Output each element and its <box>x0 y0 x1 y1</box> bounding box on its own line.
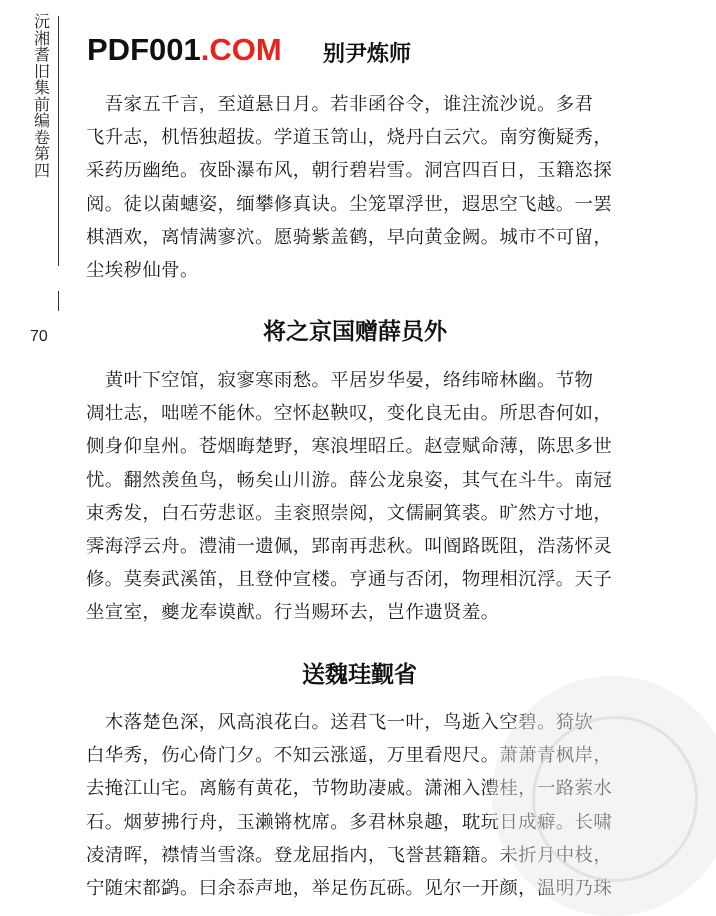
poem-line: 束秀发，白石劳悲讴。圭衮照崇阅，文儒嗣箕裘。旷然方寸地， <box>86 502 613 524</box>
poem-line: 尘埃秽仙骨。 <box>86 259 199 281</box>
poem-line: 吾家五千言，至道悬日月。若非函谷令，谁注流沙说。多君 <box>86 94 594 115</box>
poem-line: 忧。翻然羡鱼鸟，畅矣山川游。薛公龙泉姿，其气在斗牛。南冠 <box>86 469 613 491</box>
poem-line: 坐宣室，夔龙奉谟猷。行当赐环去，岂作遗贤羞。 <box>86 602 500 624</box>
pdf-watermark <box>87 32 282 68</box>
book-title-char: 编 <box>33 111 50 130</box>
watermark-domain: .COM <box>200 32 282 67</box>
poem-line: 凋壮志，咄嗟不能休。空怀赵鞅叹，变化良无由。所思杳何如， <box>86 403 613 425</box>
book-title-char: 湘 <box>33 28 50 48</box>
book-title-char: 前 <box>33 94 50 114</box>
poem-line: 宁随宋都鹢。曰余忝声地，举足伤瓦砾。见尔一开颜，温明乃珠 <box>86 877 613 899</box>
poem-line: 去掩江山宅。离觞有黄花，节物助凄戚。潇湘入澧桂，一路萦水 <box>86 778 613 800</box>
poem-body <box>86 88 686 287</box>
book-title-char: 四 <box>33 160 50 180</box>
poem-line: 霁海浮云舟。澧浦一遗佩，郢南再悲秋。叫阍路既阻，浩荡怀灵 <box>86 535 613 557</box>
poem-line: 木落楚色深，风高浪花白。送君飞一叶，鸟逝入空碧。猗欤 <box>86 712 594 733</box>
poem-body <box>86 364 686 630</box>
poem-line: 黄叶下空馆，寂寥寒雨愁。平居岁华晏，络纬啼林幽。节物 <box>86 370 594 391</box>
poem-line: 凌清晖，襟情当雪涤。登龙屈指内，飞誉甚籍籍。未折月中枝， <box>86 844 613 866</box>
poem-title: 将之京国赠薛员外 <box>263 318 447 345</box>
poem-line: 阅。徒以菌蟪姿，缅攀修真诀。尘笼罩浮世，遐思空飞越。一罢 <box>86 193 613 215</box>
book-title-char: 旧 <box>33 61 50 81</box>
poem-title: 别尹炼师 <box>323 41 412 67</box>
poem-line: 采药历幽绝。夜卧瀑布风，朝行碧岩雪。洞宫四百日，玉籍恣探 <box>86 160 613 182</box>
book-title-char: 第 <box>33 144 50 163</box>
poem-line: 侧身仰皇州。苍烟晦楚野，寒浪埋昭丘。赵壹赋命薄，陈思多世 <box>86 436 613 458</box>
book-title-char: 集 <box>33 78 50 97</box>
book-title-char: 卷 <box>33 127 50 147</box>
poem-line: 修。莫奏武溪笛，且登仲宣楼。亨通与否闭，物理相沉浮。天子 <box>86 569 613 591</box>
poem-line: 石。烟萝拂行舟，玉濑锵枕席。多君林泉趣，耽玩日成癖。长啸 <box>86 811 613 833</box>
page-number: 70 <box>30 328 48 345</box>
book-title-vertical <box>31 14 53 179</box>
watermark-text: PDF001 <box>87 32 201 67</box>
poem-title: 送魏珪觐省 <box>302 661 417 688</box>
margin-rule <box>58 291 59 311</box>
poem-line: 棋酒欢，离情满寥泬。愿骑紫盖鹤，早向黄金阙。城市不可留， <box>86 226 613 248</box>
poem-line: 白华秀，伤心倚门夕。不知云涨遥，万里看咫尺。萧萧青枫岸， <box>86 745 613 767</box>
watermark-seal-ring <box>532 716 698 882</box>
book-title-char: 耆 <box>33 45 50 64</box>
book-title-char: 沅 <box>33 12 50 31</box>
margin-rule <box>58 16 59 266</box>
poem-line: 飞升志，机悟独超拔。学道玉笥山，烧丹白云穴。南穷衡疑秀， <box>86 127 613 149</box>
